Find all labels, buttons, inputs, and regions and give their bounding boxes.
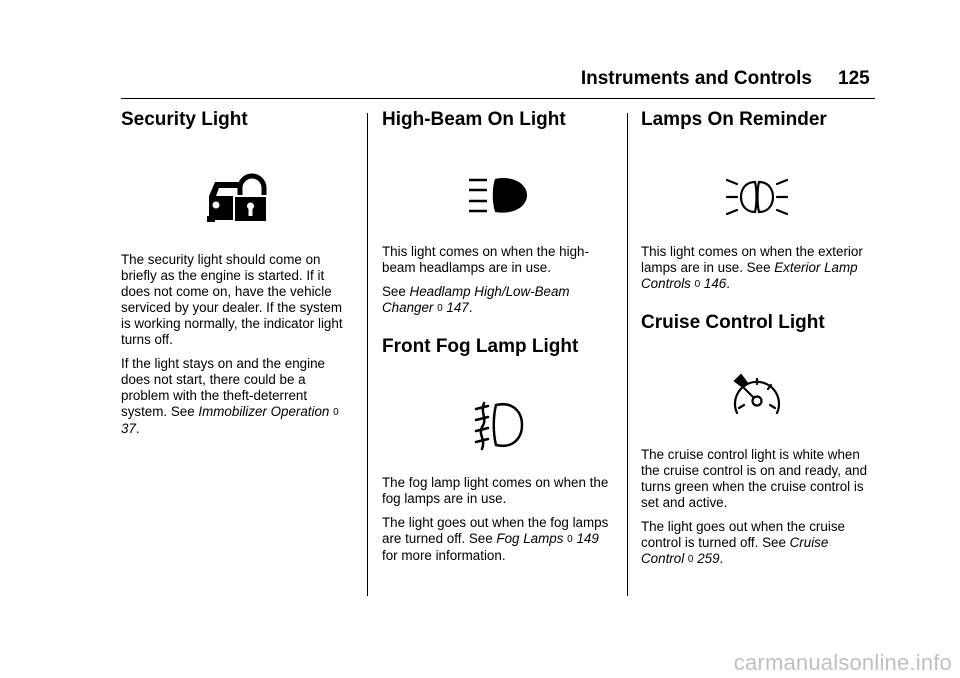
cruise-p2-text: The light goes out when the cruise control is turned off. See — [641, 519, 845, 550]
page-ref-arrow: 0 — [437, 303, 443, 314]
section-title-high-beam: High-Beam On Light — [382, 109, 566, 130]
high-beam-paragraph-2 — [382, 284, 614, 317]
page-ref-arrow: 0 — [333, 407, 339, 418]
fog-lamp-reference-link[interactable] — [496, 531, 598, 546]
fog-lamp-icon-container — [382, 399, 614, 451]
lamps-p1-end: . — [726, 276, 730, 291]
page-ref-arrow: 0 — [687, 554, 694, 565]
column-divider-2 — [627, 113, 628, 596]
security-icon-container — [121, 172, 353, 224]
column-2 — [382, 108, 614, 564]
fog-lamp-p2-end: for more information. — [382, 548, 506, 563]
fog-lamp-ref-title: Fog Lamps — [496, 531, 564, 546]
lamps-ref-title: Exterior Lamp Controls — [641, 260, 858, 291]
lamps-on-icon — [725, 176, 789, 218]
high-beam-paragraph-1: This light comes on when the high-beam headlamps are in use. — [382, 244, 589, 275]
lamps-on-body — [641, 244, 873, 293]
fog-lamp-paragraph-1: The fog lamp light comes on when the fog lamps are in use. — [382, 475, 609, 506]
security-p2-text: If the light stays on and the engine does not start, there could be a problem with the theft-deterrent system. See — [121, 356, 325, 419]
security-body — [121, 252, 353, 437]
high-beam-icon — [465, 176, 531, 216]
column-divider-1 — [367, 113, 368, 596]
section-title-lamps-on-reminder: Lamps On Reminder — [641, 109, 827, 130]
security-paragraph-2 — [121, 356, 353, 437]
security-lock-icon — [207, 172, 267, 224]
column-3 — [641, 108, 873, 568]
page-ref-arrow: 0 — [567, 534, 573, 545]
high-beam-p2-end: . — [468, 300, 473, 315]
cruise-control-icon — [727, 373, 787, 423]
high-beam-body — [382, 244, 614, 317]
page-ref-arrow: 0 — [694, 279, 701, 290]
cruise-control-icon-container — [641, 373, 873, 423]
section-title-cruise-control: Cruise Control Light — [641, 312, 825, 333]
cruise-paragraph-2 — [641, 519, 873, 568]
security-paragraph-1: The security light should come on briefly as the engine is started. If it does not come on, have the vehicle serviced by your dealer. If the system is working normally, the indicator light turns off. — [121, 252, 343, 347]
security-ref-title: Immobilizer Operation — [198, 404, 330, 419]
section-title-security-light: Security Light — [121, 109, 248, 130]
fog-lamp-ref-page: 149 — [576, 531, 599, 546]
cruise-paragraph-1: The cruise control light is white when the cruise control is on and ready, and turns green when the cruise control is set and active. — [641, 447, 868, 510]
security-ref-page: 37 — [121, 421, 136, 436]
high-beam-reference-link[interactable] — [382, 284, 570, 315]
lamps-on-paragraph-1 — [641, 244, 873, 293]
cruise-p2-end: . — [719, 551, 724, 566]
column-1 — [121, 108, 353, 437]
fog-lamp-p2-text: The light goes out when the fog lamps are turned off. See — [382, 515, 609, 546]
high-beam-ref-title: Headlamp High/Low-Beam Changer — [382, 284, 570, 315]
high-beam-p2-text: See — [382, 284, 410, 299]
lamps-ref-page: 146 — [703, 276, 727, 291]
cruise-control-body — [641, 447, 873, 568]
fog-lamp-body — [382, 475, 614, 564]
fog-lamp-paragraph-2 — [382, 515, 614, 564]
watermark: carmanualsonline.info — [733, 650, 952, 675]
section-title-front-fog-lamp: Front Fog Lamp Light — [382, 336, 579, 357]
security-p2-end: . — [135, 421, 140, 436]
running-header-title: Instruments and Controls — [580, 68, 812, 89]
lamps-p1-text: This light comes on when the exterior lamps are in use. See — [641, 244, 863, 275]
cruise-ref-page: 259 — [697, 551, 720, 566]
header-divider — [121, 98, 875, 99]
cruise-ref-title: Cruise Control — [641, 535, 829, 566]
fog-lamp-icon — [470, 399, 526, 451]
page-number: 125 — [838, 68, 870, 89]
lamps-on-icon-container — [641, 176, 873, 218]
high-beam-ref-page: 147 — [446, 300, 469, 315]
high-beam-icon-container — [382, 176, 614, 216]
